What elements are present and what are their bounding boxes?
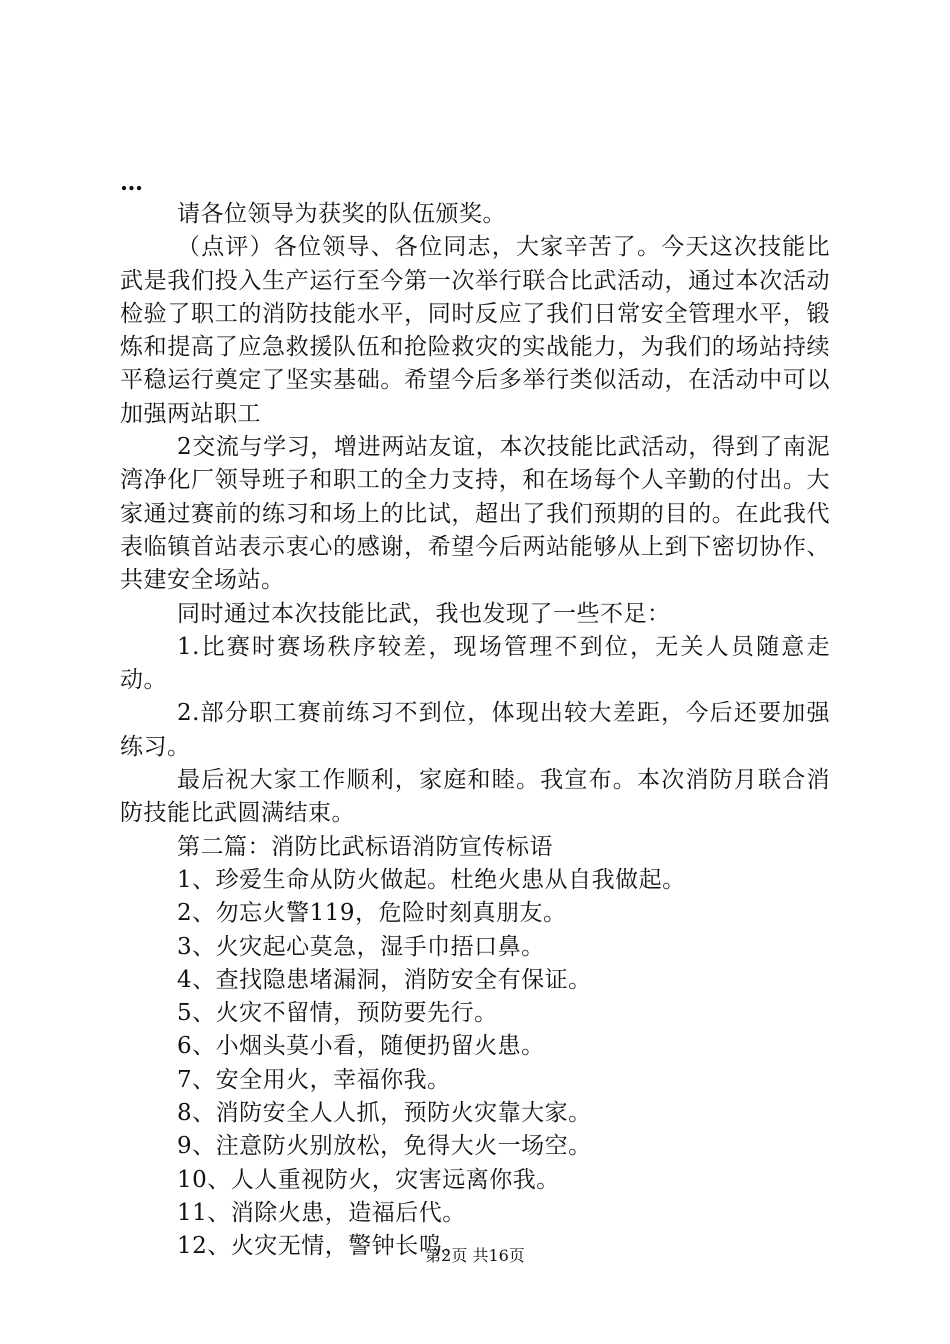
paragraph-comment: （点评）各位领导、各位同志，大家辛苦了。今天这次技能比武是我们投入生产运行至今第一次举行联合比武活动，通过本次活动检验了职工的消防技能水平，同时反应了我们日常安全管理水平，锻炼和提高了应急救援队伍和抢险救灾的实战能力，为我们的场站持续平稳运行奠定了坚实基础。希望今后多举行类似活动，在活动中可以加强两站职工	[120, 234, 830, 427]
slogan-item: 11、消除火患，造福后代。	[177, 1199, 466, 1226]
continuation-ellipsis: …	[120, 169, 144, 196]
paragraph-shortcomings-intro: 同时通过本次技能比武，我也发现了一些不足：	[177, 600, 671, 627]
paragraph-shortcoming-2: 2.部分职工赛前练习不到位，体现出较大差距，今后还要加强练习。	[120, 700, 830, 760]
page-number-footer: 第2页 共16页	[425, 1246, 525, 1265]
paragraph-shortcoming-1: 1.比赛时赛场秩序较差，现场管理不到位，无关人员随意走动。	[120, 633, 830, 694]
document-body	[120, 168, 830, 1264]
slogan-item: 3、火灾起心莫急，湿手巾捂口鼻。	[177, 933, 545, 960]
section-heading: 第二篇：消防比武标语消防宣传标语	[177, 833, 553, 860]
paragraph-closing: 最后祝大家工作顺利，家庭和睦。我宣布。本次消防月联合消防技能比武圆满结束。	[120, 767, 830, 827]
slogan-item: 12、火灾无情，警钟长鸣。	[177, 1233, 466, 1260]
slogan-item: 1、珍爱生命从防火做起。杜绝火患从自我做起。	[177, 866, 686, 893]
paragraph-award: 请各位领导为获奖的队伍颁奖。	[177, 201, 506, 227]
slogan-item: 8、消防安全人人抓，预防火灾靠大家。	[177, 1100, 592, 1127]
slogan-item: 9、注意防火别放松，免得大火一场空。	[177, 1133, 592, 1160]
slogan-item: 10、人人重视防火，灾害远离你我。	[177, 1166, 560, 1193]
slogan-item: 4、查找隐患堵漏洞，消防安全有保证。	[177, 966, 592, 993]
slogan-item: 2、勿忘火警119，危险时刻真朋友。	[177, 900, 567, 927]
slogan-item: 7、安全用火，幸福你我。	[177, 1066, 451, 1093]
paragraph-exchange: 2交流与学习，增进两站友谊，本次技能比武活动，得到了南泥湾净化厂领导班子和职工的全力支持，和在场每个人辛勤的付出。大家通过赛前的练习和场上的比试，超出了我们预期的目的。在此我代表临镇首站表示衷心的感谢，希望今后两站能够从上到下密切协作、共建安全场站。	[120, 434, 830, 594]
slogan-item: 6、小烟头莫小看，随便扔留火患。	[177, 1033, 545, 1060]
slogan-item: 5、火灾不留情，预防要先行。	[177, 1000, 498, 1027]
